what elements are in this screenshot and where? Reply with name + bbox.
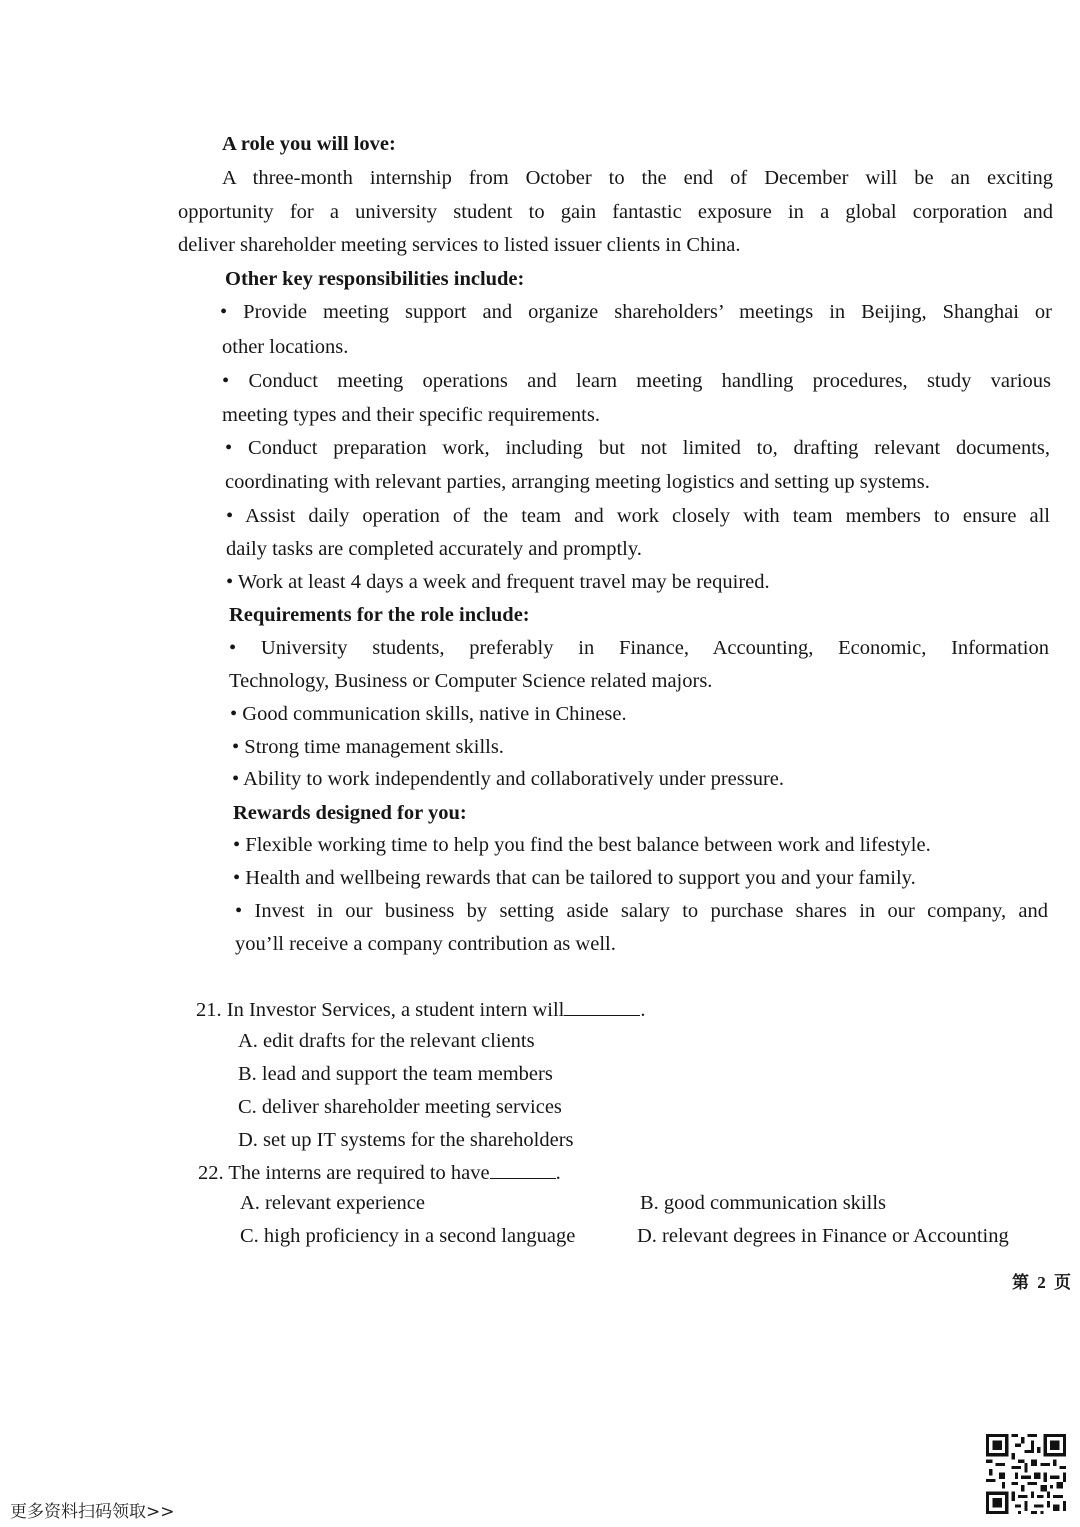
answer-blank[interactable]	[564, 997, 640, 1016]
question-22	[198, 1160, 561, 1185]
rewards-heading: Rewards designed for you:	[233, 802, 467, 824]
responsibility-item: • Conduct meeting operations and learn meeting handling procedures, study various	[222, 370, 1051, 392]
intro-line: A three-month internship from October to the end of December will be an exciting	[222, 167, 1053, 189]
intro-line: deliver shareholder meeting services to listed issuer clients in China.	[178, 234, 741, 256]
reward-item: you’ll receive a company contribution as well.	[235, 933, 616, 955]
reward-item: • Flexible working time to help you find the best balance between work and lifestyle.	[233, 834, 931, 856]
question-21	[196, 997, 645, 1022]
question-stem: 22. The interns are required to have	[198, 1162, 490, 1184]
requirement-item: • Good communication skills, native in Chinese.	[230, 703, 627, 725]
reward-item: • Invest in our business by setting aside salary to purchase shares in our company, and	[235, 900, 1048, 922]
reward-item: • Health and wellbeing rewards that can be tailored to support you and your family.	[233, 867, 916, 889]
requirements-heading: Requirements for the role include:	[229, 604, 530, 626]
option-d: D. set up IT systems for the shareholders	[238, 1129, 574, 1151]
responsibility-item: • Work at least 4 days a week and frequent travel may be required.	[226, 571, 770, 593]
requirement-item: Technology, Business or Computer Science related majors.	[229, 670, 713, 692]
option-d: D. relevant degrees in Finance or Accounting	[637, 1225, 1009, 1247]
option-b: B. good communication skills	[640, 1192, 886, 1214]
responsibility-item: daily tasks are completed accurately and promptly.	[226, 538, 642, 560]
responsibility-item: coordinating with relevant parties, arranging meeting logistics and setting up systems.	[225, 471, 930, 493]
answer-blank[interactable]	[490, 1160, 556, 1179]
option-a: A. relevant experience	[240, 1192, 425, 1214]
question-stem: 21. In Investor Services, a student intern will	[196, 999, 565, 1021]
page-number: 第 2 页	[1012, 1273, 1073, 1292]
option-b: B. lead and support the team members	[238, 1063, 553, 1085]
intro-line: opportunity for a university student to gain fantastic exposure in a global corporation and	[178, 201, 1053, 223]
qr-code-icon[interactable]	[986, 1434, 1066, 1514]
requirement-item: • Ability to work independently and collaboratively under pressure.	[232, 768, 784, 790]
footer-text[interactable]: 更多资料扫码领取>>	[10, 1502, 175, 1522]
option-a: A. edit drafts for the relevant clients	[238, 1030, 535, 1052]
question-end: .	[555, 1162, 561, 1184]
responsibility-item: • Assist daily operation of the team and work closely with team members to ensure all	[226, 505, 1050, 527]
responsibility-item: other locations.	[222, 336, 349, 358]
requirement-item: • University students, preferably in Finance, Accounting, Economic, Information	[229, 637, 1049, 659]
responsibilities-heading: Other key responsibilities include:	[225, 268, 525, 290]
requirement-item: • Strong time management skills.	[232, 736, 504, 758]
responsibility-item: • Conduct preparation work, including but not limited to, drafting relevant documents,	[225, 437, 1050, 459]
option-c: C. deliver shareholder meeting services	[238, 1096, 562, 1118]
role-heading: A role you will love:	[222, 133, 396, 155]
responsibility-item: meeting types and their specific requirements.	[222, 404, 600, 426]
option-c: C. high proficiency in a second language	[240, 1225, 576, 1247]
responsibility-item: • Provide meeting support and organize shareholders’ meetings in Beijing, Shanghai or	[220, 301, 1052, 323]
question-end: .	[640, 999, 646, 1021]
